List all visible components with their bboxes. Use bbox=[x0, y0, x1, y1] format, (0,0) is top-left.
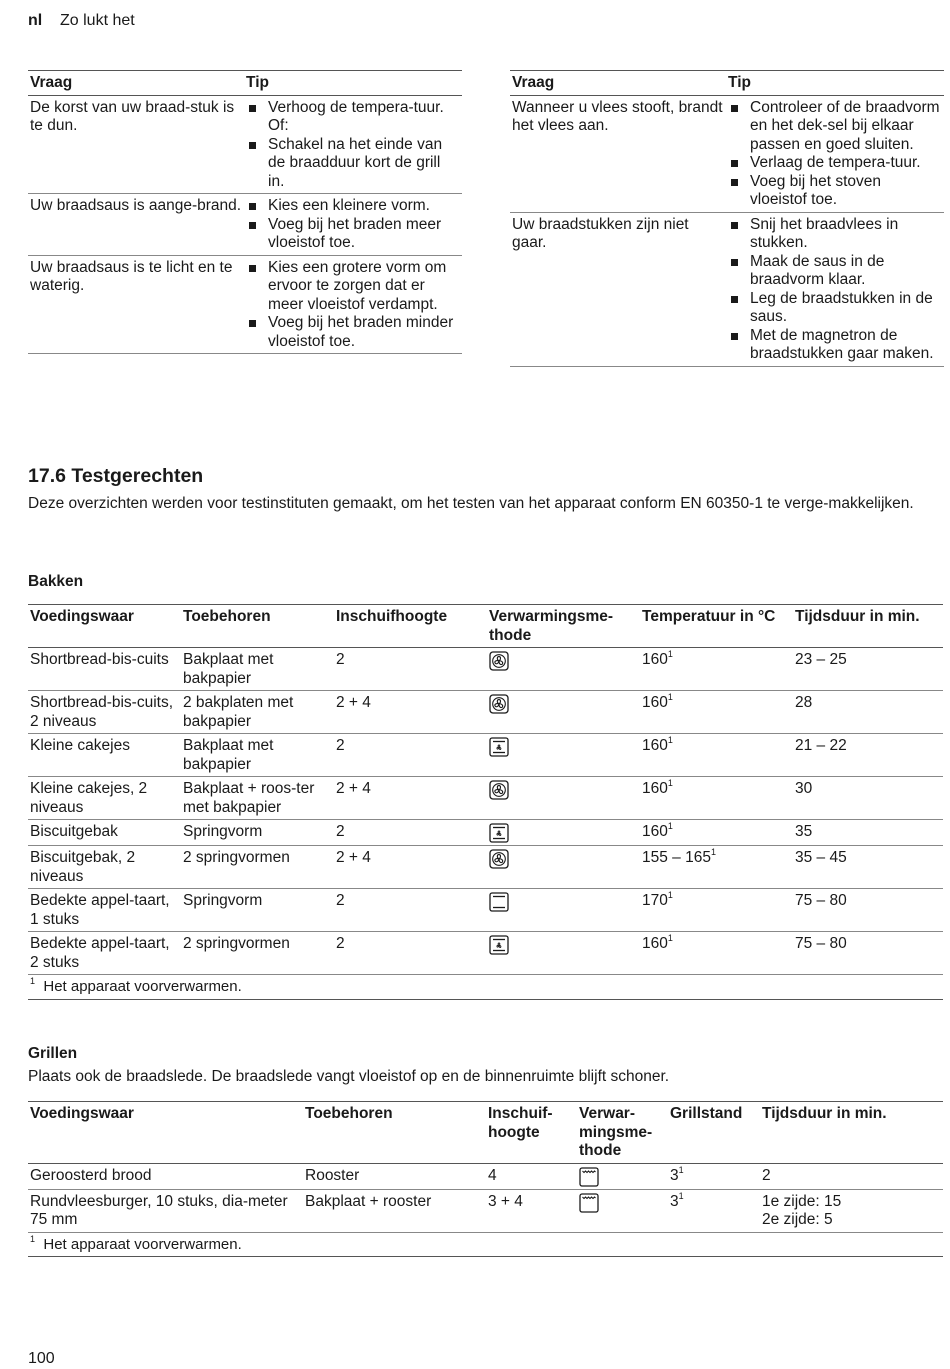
accessory-cell: 2 springvormen bbox=[181, 932, 334, 975]
top-bottom-fan-icon bbox=[489, 935, 509, 955]
top-bottom-fan-icon bbox=[489, 737, 509, 757]
table-row bbox=[28, 194, 462, 256]
duration-cell: 75 – 80 bbox=[793, 889, 943, 932]
footnote-mark: 1 bbox=[678, 1164, 684, 1175]
column-header-tip: Tip bbox=[726, 71, 944, 96]
tip-item: Kies een kleinere vorm. bbox=[246, 197, 460, 216]
duration-line: 2e zijde: 5 bbox=[762, 1211, 833, 1228]
accessory-cell: Bakplaat + rooster bbox=[303, 1189, 486, 1232]
temperature-value: 160 bbox=[642, 935, 668, 952]
food-cell: Bedekte appel-taart, 1 stuks bbox=[28, 889, 181, 932]
header-language: nl bbox=[28, 12, 43, 29]
footnote-mark: 1 bbox=[678, 1190, 684, 1201]
accessory-cell: Rooster bbox=[303, 1163, 486, 1189]
heating-mode-cell bbox=[487, 777, 640, 820]
tip-cell bbox=[244, 194, 462, 256]
temperature-cell bbox=[640, 932, 793, 975]
level-cell: 2 bbox=[334, 648, 487, 691]
level-cell: 4 bbox=[486, 1163, 577, 1189]
grill-setting-cell bbox=[668, 1163, 760, 1189]
food-cell: Biscuitgebak, 2 niveaus bbox=[28, 846, 181, 889]
grillen-title: Grillen bbox=[28, 1045, 78, 1062]
bakken-title: Bakken bbox=[28, 573, 84, 590]
footnote-mark: 1 bbox=[667, 890, 673, 900]
temperature-cell bbox=[640, 648, 793, 691]
tip-item: Maak de saus in de braadvorm klaar. bbox=[728, 253, 942, 290]
bakken-table bbox=[28, 604, 943, 1000]
accessory-cell: 2 springvormen bbox=[181, 846, 334, 889]
tip-item: Verlaag de tempera-tuur. bbox=[728, 154, 942, 173]
level-cell: 2 bbox=[334, 820, 487, 846]
grill-setting-value: 3 bbox=[670, 1192, 679, 1210]
heating-mode-cell bbox=[577, 1163, 668, 1189]
table-row bbox=[28, 648, 943, 691]
question-cell: Uw braadsaus is aange-brand. bbox=[28, 194, 244, 256]
table-row bbox=[510, 95, 944, 212]
table-row bbox=[28, 95, 462, 194]
accessory-cell: Springvorm bbox=[181, 820, 334, 846]
tip-cell bbox=[726, 212, 944, 366]
level-cell: 3 + 4 bbox=[486, 1189, 577, 1232]
food-cell: Kleine cakejes bbox=[28, 734, 181, 777]
column-header-question: Vraag bbox=[28, 71, 244, 96]
level-cell: 2 bbox=[334, 889, 487, 932]
bakken-footnote bbox=[28, 975, 943, 1000]
header-title: Zo lukt het bbox=[60, 12, 135, 29]
grill-icon bbox=[579, 1167, 599, 1187]
temperature-value: 160 bbox=[642, 694, 668, 711]
duration-cell: 28 bbox=[793, 691, 943, 734]
tip-item: Snij het braadvlees in stukken. bbox=[728, 216, 942, 253]
table-row bbox=[28, 889, 943, 932]
footnote-mark: 1 bbox=[30, 976, 36, 986]
tip-item: Leg de braadstukken in de saus. bbox=[728, 290, 942, 327]
duration-cell: 21 – 22 bbox=[793, 734, 943, 777]
fan-icon bbox=[489, 849, 509, 869]
heating-mode-cell bbox=[487, 932, 640, 975]
temperature-value: 160 bbox=[642, 651, 668, 668]
heating-mode-cell bbox=[487, 846, 640, 889]
temperature-value: 160 bbox=[642, 737, 668, 754]
column-header-temperature: Temperatuur in °C bbox=[640, 605, 793, 648]
footnote-mark: 1 bbox=[667, 933, 673, 943]
food-cell: Kleine cakejes, 2 niveaus bbox=[28, 777, 181, 820]
fan-icon bbox=[489, 651, 509, 671]
heating-mode-cell bbox=[487, 648, 640, 691]
grillen-table bbox=[28, 1101, 943, 1257]
temperature-cell bbox=[640, 889, 793, 932]
grillen-footnote bbox=[28, 1232, 943, 1257]
food-cell: Shortbread-bis-cuits bbox=[28, 648, 181, 691]
footnote-text: Het apparaat voorverwarmen. bbox=[43, 978, 242, 995]
table-row bbox=[28, 734, 943, 777]
table-row bbox=[28, 777, 943, 820]
grill-setting-value: 3 bbox=[670, 1166, 679, 1184]
tip-item: Of: bbox=[268, 117, 289, 134]
heating-mode-cell bbox=[577, 1189, 668, 1232]
food-cell: Biscuitgebak bbox=[28, 820, 181, 846]
accessory-cell: Bakplaat met bakpapier bbox=[181, 734, 334, 777]
food-cell: Shortbread-bis-cuits, 2 niveaus bbox=[28, 691, 181, 734]
food-cell: Bedekte appel-taart, 2 stuks bbox=[28, 932, 181, 975]
tip-item: Met de magnetron de braadstukken gaar maken. bbox=[728, 327, 942, 364]
table-row bbox=[28, 846, 943, 889]
temperature-cell bbox=[640, 734, 793, 777]
section-title: 17.6 Testgerechten bbox=[28, 465, 204, 487]
footnote-text: Het apparaat voorverwarmen. bbox=[43, 1235, 242, 1253]
duration-cell: 35 – 45 bbox=[793, 846, 943, 889]
table-row bbox=[28, 691, 943, 734]
heating-mode-cell bbox=[487, 691, 640, 734]
top-bottom-fan-icon bbox=[489, 823, 509, 843]
fan-icon bbox=[489, 780, 509, 800]
column-header-tip: Tip bbox=[244, 71, 462, 96]
question-cell: Uw braadsaus is te licht en te waterig. bbox=[28, 255, 244, 354]
footnote-mark: 1 bbox=[667, 735, 673, 745]
footnote-mark: 1 bbox=[667, 649, 673, 659]
tip-cell bbox=[244, 95, 462, 194]
column-header-heating-mode: Verwar-mingsme-thode bbox=[577, 1102, 668, 1164]
duration-cell: 30 bbox=[793, 777, 943, 820]
duration-cell: 23 – 25 bbox=[793, 648, 943, 691]
accessory-cell: Springvorm bbox=[181, 889, 334, 932]
column-header-level: Inschuif-hoogte bbox=[486, 1102, 577, 1164]
heating-mode-cell bbox=[487, 734, 640, 777]
column-header-food: Voedingswaar bbox=[28, 1102, 303, 1164]
food-cell: Geroosterd brood bbox=[28, 1163, 303, 1189]
question-cell: De korst van uw braad-stuk is te dun. bbox=[28, 95, 244, 194]
temperature-value: 160 bbox=[642, 780, 668, 797]
column-header-duration: Tijdsduur in min. bbox=[793, 605, 943, 648]
fan-icon bbox=[489, 694, 509, 714]
tip-item: Voeg bij het braden minder vloeistof toe. bbox=[246, 314, 460, 351]
temperature-cell bbox=[640, 820, 793, 846]
accessory-cell: 2 bakplaten met bakpapier bbox=[181, 691, 334, 734]
temperature-value: 155 – 165 bbox=[642, 849, 711, 866]
temperature-cell bbox=[640, 777, 793, 820]
level-cell: 2 bbox=[334, 932, 487, 975]
question-cell: Uw braadstukken zijn niet gaar. bbox=[510, 212, 726, 366]
tip-item: Voeg bij het braden meer vloeistof toe. bbox=[246, 216, 460, 253]
table-row bbox=[28, 932, 943, 975]
temperature-cell bbox=[640, 846, 793, 889]
column-header-heating-mode: Verwarmingsme-thode bbox=[487, 605, 640, 648]
duration-cell: 35 bbox=[793, 820, 943, 846]
grill-icon bbox=[579, 1193, 599, 1213]
accessory-cell: Bakplaat + roos-ter met bakpapier bbox=[181, 777, 334, 820]
tip-item: Voeg bij het stoven vloeistof toe. bbox=[728, 173, 942, 210]
column-header-food: Voedingswaar bbox=[28, 605, 181, 648]
table-row bbox=[28, 255, 462, 354]
food-cell: Rundvleesburger, 10 stuks, dia-meter 75 mm bbox=[28, 1189, 303, 1232]
footnote-mark: 1 bbox=[710, 847, 716, 857]
duration-line: 2 bbox=[762, 1166, 771, 1184]
section-intro: Deze overzichten werden voor testinstituten gemaakt, om het testen van het apparaat conform EN 60350-1 te verge-makkelijken. bbox=[28, 495, 914, 512]
level-cell: 2 + 4 bbox=[334, 777, 487, 820]
duration-cell bbox=[760, 1163, 943, 1189]
table-row bbox=[28, 1189, 943, 1232]
tip-item: Kies een grotere vorm om ervoor te zorgen dat er meer vloeistof verdampt. bbox=[246, 259, 460, 315]
column-header-grill-setting: Grillstand bbox=[668, 1102, 760, 1164]
tip-table-right bbox=[510, 70, 944, 367]
temperature-cell bbox=[640, 691, 793, 734]
column-header-accessory: Toebehoren bbox=[303, 1102, 486, 1164]
grill-setting-cell bbox=[668, 1189, 760, 1232]
tip-cell bbox=[244, 255, 462, 354]
heating-mode-cell bbox=[487, 820, 640, 846]
question-cell: Wanneer u vlees stooft, brandt het vlees aan. bbox=[510, 95, 726, 212]
table-row bbox=[510, 212, 944, 366]
level-cell: 2 bbox=[334, 734, 487, 777]
footnote-mark: 1 bbox=[667, 778, 673, 788]
tip-table-left bbox=[28, 70, 462, 354]
page-number: 100 bbox=[28, 1350, 55, 1367]
tip-item: Verhoog de tempera-tuur. bbox=[246, 99, 460, 118]
grillen-intro: Plaats ook de braadslede. De braadslede vangt vloeistof op en de binnenruimte blijft schoner. bbox=[28, 1068, 670, 1085]
temperature-value: 170 bbox=[642, 892, 668, 909]
column-header-accessory: Toebehoren bbox=[181, 605, 334, 648]
accessory-cell: Bakplaat met bakpapier bbox=[181, 648, 334, 691]
tip-cell bbox=[726, 95, 944, 212]
top-bottom-heat-icon bbox=[489, 892, 509, 912]
temperature-value: 160 bbox=[642, 823, 668, 840]
table-row bbox=[28, 820, 943, 846]
footnote-mark: 1 bbox=[667, 692, 673, 702]
level-cell: 2 + 4 bbox=[334, 846, 487, 889]
column-header-duration: Tijdsduur in min. bbox=[760, 1102, 943, 1164]
duration-cell: 75 – 80 bbox=[793, 932, 943, 975]
duration-line: 1e zijde: 15 bbox=[762, 1192, 842, 1210]
footnote-mark: 1 bbox=[30, 1233, 36, 1244]
table-row bbox=[28, 1163, 943, 1189]
duration-cell bbox=[760, 1189, 943, 1232]
column-header-question: Vraag bbox=[510, 71, 726, 96]
heating-mode-cell bbox=[487, 889, 640, 932]
column-header-level: Inschuifhoogte bbox=[334, 605, 487, 648]
level-cell: 2 + 4 bbox=[334, 691, 487, 734]
tip-item: Controleer of de braadvorm en het dek-sel bij elkaar passen en goed sluiten. bbox=[728, 99, 942, 155]
footnote-mark: 1 bbox=[667, 821, 673, 831]
tip-item: Schakel na het einde van de braadduur kort de grill in. bbox=[246, 136, 460, 192]
